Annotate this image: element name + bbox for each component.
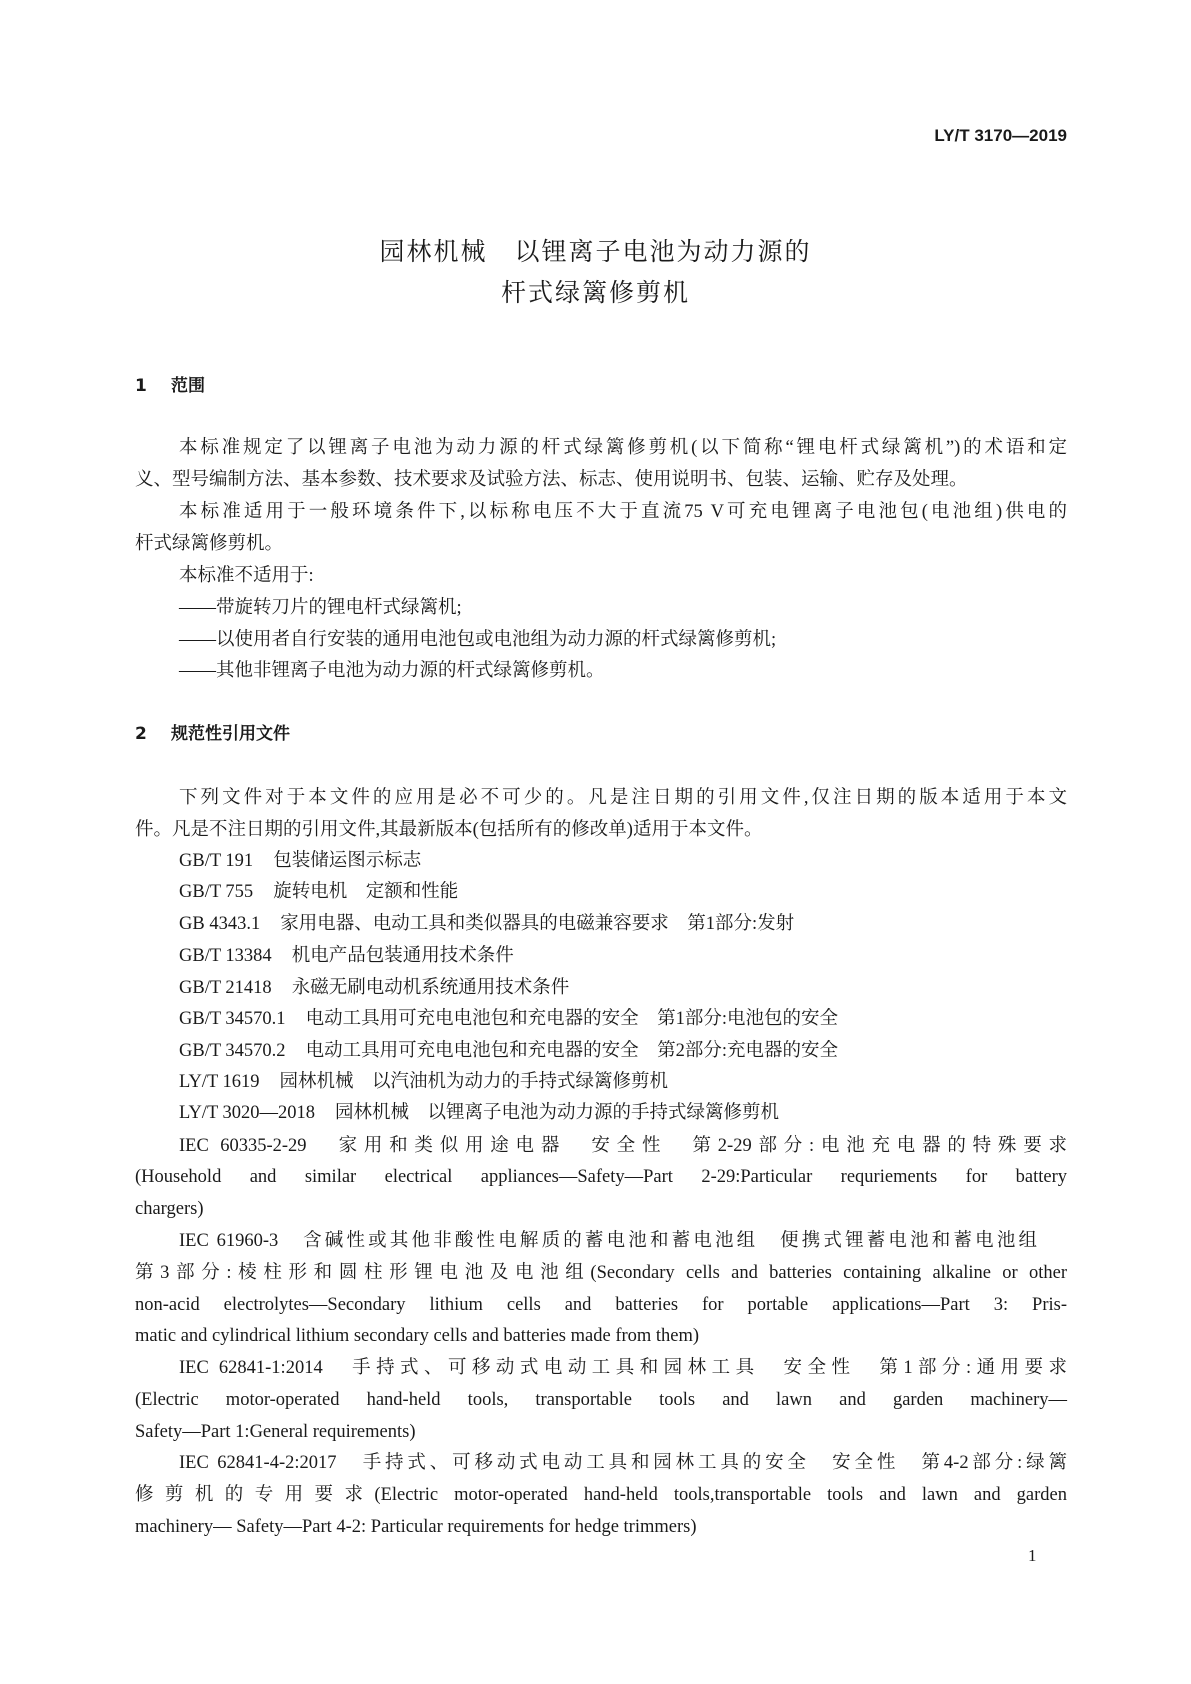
refs-intro-line1: 下列文件对于本文件的应用是必不可少的。凡是注日期的引用文件,仅注日期的版本适用于本文 <box>179 788 1067 808</box>
reference-code: GB/T 191 <box>179 851 254 871</box>
scope-para1-line1: 本标准规定了以锂离子电池为动力源的杆式绿篱修剪机(以下简称“锂电杆式绿篱机”)的术语和定 <box>179 438 1067 458</box>
iec-reference-line: machinery— Safety—Part 4-2: Particular requirements for hedge trimmers) <box>135 1517 697 1537</box>
section-title: 规范性引用文件 <box>171 724 290 744</box>
reference-item <box>179 1035 1067 1067</box>
reference-item <box>179 1097 1067 1129</box>
iec-reference-line: IEC 60335-2-29 家用和类似用途电器 安全性 第2-29部分:电池充电器的特殊要求 <box>179 1136 1067 1156</box>
reference-title: 机电产品包装通用技术条件 <box>291 946 514 966</box>
iec-reference-line: IEC 61960-3 含碱性或其他非酸性电解质的蓄电池和蓄电池组 便携式锂蓄电池和蓄电池组 <box>179 1231 1037 1251</box>
scope-para2-line1: 本标准适用于一般环境条件下,以标称电压不大于直流75 V可充电锂离子电池包(电池组)供电的 <box>179 502 1067 522</box>
reference-code: GB/T 755 <box>179 882 254 902</box>
iec-reference-line: chargers) <box>135 1199 204 1219</box>
reference-code: GB/T 13384 <box>179 946 272 966</box>
reference-item <box>179 845 1067 877</box>
reference-title: 园林机械 以汽油机为动力的手持式绿篱修剪机 <box>279 1072 669 1092</box>
exclusion-item: ——以使用者自行安装的通用电池包或电池组为动力源的杆式绿篱修剪机; <box>179 630 777 650</box>
section-2-heading <box>135 718 1067 750</box>
scope-para1-line2: 义、型号编制方法、基本参数、技术要求及试验方法、标志、使用说明书、包装、运输、贮存及处理。 <box>135 470 968 490</box>
reference-code: GB/T 34570.2 <box>179 1041 286 1061</box>
exclusion-item: ——其他非锂离子电池为动力源的杆式绿篱修剪机。 <box>179 661 605 681</box>
reference-item <box>179 940 1067 972</box>
reference-item <box>179 1066 1067 1098</box>
iec-reference-line: (Household and similar electrical appliances—Safety—Part 2-29:Particular requriements for battery <box>135 1167 1067 1187</box>
reference-code: GB/T 34570.1 <box>179 1009 286 1029</box>
reference-title: 永磁无刷电动机系统通用技术条件 <box>291 978 570 998</box>
title-line-1: 园林机械 以锂离子电池为动力源的 <box>379 237 812 266</box>
reference-title: 电动工具用可充电电池包和充电器的安全 第1部分:电池包的安全 <box>305 1009 838 1029</box>
reference-title: 家用电器、电动工具和类似器具的电磁兼容要求 第1部分:发射 <box>280 914 795 934</box>
reference-title: 包装储运图示标志 <box>273 851 422 871</box>
reference-title: 电动工具用可充电电池包和充电器的安全 第2部分:充电器的安全 <box>305 1041 838 1061</box>
iec-reference-line: IEC 62841-4-2:2017 手持式、可移动式电动工具和园林工具的安全 安全性 第4-2部分:绿篱 <box>179 1453 1067 1473</box>
iec-reference-line: Safety—Part 1:General requirements) <box>135 1422 416 1442</box>
section-title: 范围 <box>171 376 205 396</box>
document-code: LY/T 3170—2019 <box>934 126 1067 145</box>
reference-item <box>179 1003 1067 1035</box>
reference-code: GB/T 21418 <box>179 978 272 998</box>
scope-para2-line2: 杆式绿篱修剪机。 <box>135 534 284 554</box>
reference-item <box>179 972 1067 1004</box>
reference-code: GB 4343.1 <box>179 914 261 934</box>
exclusion-item: ——带旋转刀片的锂电杆式绿篱机; <box>179 598 462 618</box>
iec-reference-line: IEC 62841-1:2014 手持式、可移动式电动工具和园林工具 安全性 第1部分:通用要求 <box>179 1358 1067 1378</box>
reference-item <box>179 908 1067 940</box>
iec-reference-line: non-acid electrolytes—Secondary lithium cells and batteries for portable applications—Part 3: Pris- <box>135 1295 1067 1315</box>
section-number: 2 <box>135 724 147 744</box>
page-number: 1 <box>1028 1546 1037 1565</box>
iec-reference-line: 修剪机的专用要求(Electric motor-operated hand-held tools,transportable tools and lawn and garden <box>135 1485 1067 1505</box>
refs-intro-line2: 件。凡是不注日期的引用文件,其最新版本(包括所有的修改单)适用于本文件。 <box>135 820 763 840</box>
reference-code: LY/T 1619 <box>179 1072 260 1092</box>
section-number: 1 <box>135 376 147 396</box>
reference-title: 园林机械 以锂离子电池为动力源的手持式绿篱修剪机 <box>335 1103 780 1123</box>
iec-reference-line: (Electric motor-operated hand-held tools, transportable tools and lawn and garden machinery— <box>135 1390 1067 1410</box>
reference-item <box>179 876 1067 908</box>
title-line-2: 杆式绿篱修剪机 <box>500 278 690 307</box>
scope-para3: 本标准不适用于: <box>179 566 314 586</box>
iec-reference-line: 第3部分:棱柱形和圆柱形锂电池及电池组(Secondary cells and batteries containing alkaline or other <box>135 1263 1067 1283</box>
iec-reference-line: matic and cylindrical lithium secondary cells and batteries made from them) <box>135 1326 700 1346</box>
reference-code: LY/T 3020—2018 <box>179 1103 316 1123</box>
section-1-heading <box>135 370 1067 402</box>
reference-title: 旋转电机 定额和性能 <box>273 882 459 902</box>
